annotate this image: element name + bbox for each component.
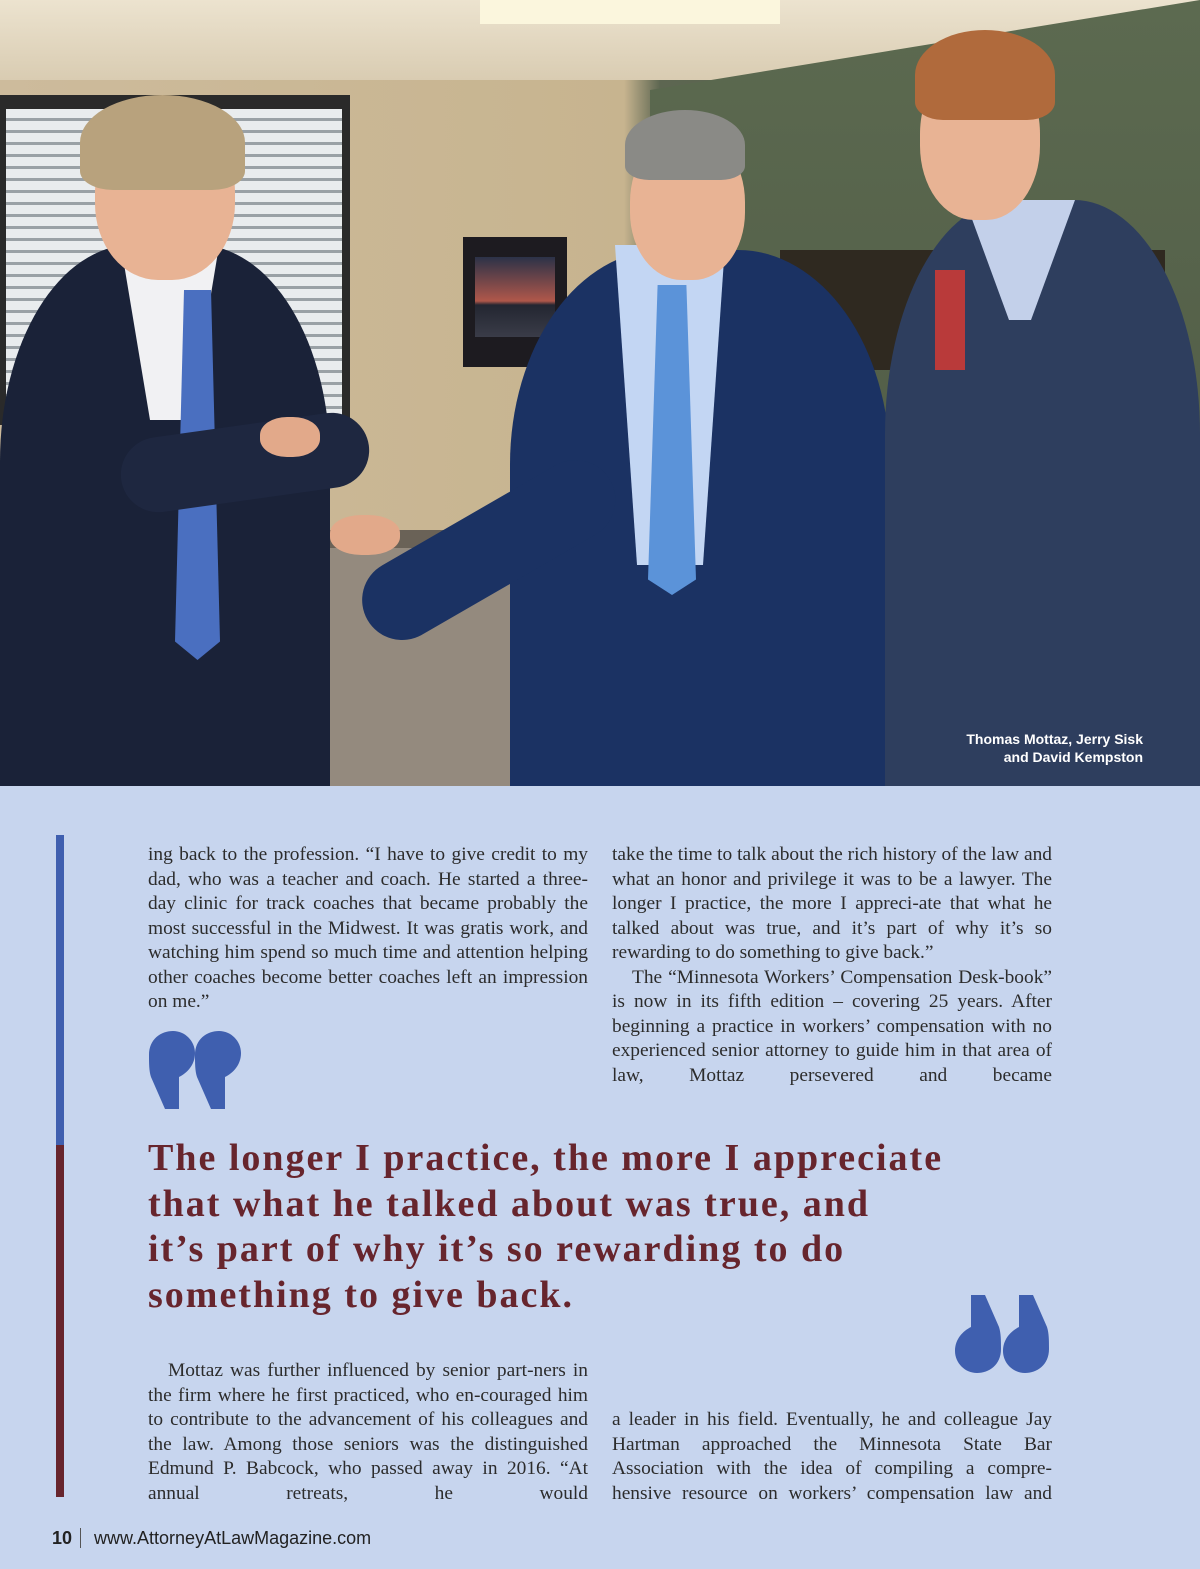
footer-website-link[interactable]: www.AttorneyAtLawMagazine.com xyxy=(94,1528,372,1548)
pull-quote-line: something to give back. xyxy=(148,1273,574,1316)
pull-quote-line: The longer I practice, the more I appreciate xyxy=(148,1137,944,1179)
article-paragraph: ing back to the profession. “I have to give credit to my dad, who was a teacher and coach. He started a three-day clinic for track coaches that became probably the most successful in the Midwest. It was gratis work, and watching him spend so much time and attention helping other coaches become better coaches left an impression on me.” xyxy=(148,844,588,1012)
article-column-left-top xyxy=(148,843,588,1015)
accent-bar-maroon xyxy=(56,1145,64,1497)
accent-bar-blue xyxy=(56,835,64,1145)
article-paragraph: The “Minnesota Workers’ Compensation Desk-book” is now in its fifth edition – covering 25 years. After beginning a practice in workers’ compensation with no experienced senior attorney to guide him in that area of law, Mottaz persevered and became xyxy=(612,966,1052,1086)
page-footer xyxy=(52,1526,371,1550)
article-column-right-bottom xyxy=(612,1408,1052,1506)
footer-divider xyxy=(80,1528,81,1548)
open-quote-icon xyxy=(147,1031,243,1109)
photo-caption-line2: and David Kempston xyxy=(1003,749,1143,765)
photo-ceiling-light xyxy=(480,0,780,24)
photo-caption-line1: Thomas Mottaz, Jerry Sisk xyxy=(966,731,1143,747)
photo-person-left xyxy=(0,95,380,786)
article-paragraph: a leader in his field. Eventually, he and colleague Jay Hartman approached the Minnesota State Bar Association with the idea of compiling a compre-hensive resource on workers’ compensation law and xyxy=(612,1409,1052,1504)
pull-quote-line: that what he talked about was true, and xyxy=(148,1182,870,1225)
article-column-left-bottom xyxy=(148,1359,588,1506)
photo-caption xyxy=(883,730,1143,766)
page-number: 10 xyxy=(52,1528,73,1548)
pull-quote xyxy=(148,1136,1048,1318)
article-column-right-top xyxy=(612,843,1052,1088)
article-paragraph: take the time to talk about the rich history of the law and what an honor and privilege it was to be a lawyer. The longer I practice, the more I appreci-ate that what he talked about was true, and it’s part of why it’s so rewarding to do something to give back.” xyxy=(612,844,1052,963)
article-paragraph: Mottaz was further influenced by senior part-ners in the firm where he first practiced, who en-couraged him to contribute to the advancement of his colleagues and the law. Among those seniors was the distinguished Edmund P. Babcock, who passed away in 2016. “At annual retreats, he would xyxy=(148,1360,588,1504)
photo-person-right xyxy=(880,30,1200,786)
pull-quote-line: it’s part of why it’s so rewarding to do xyxy=(148,1228,846,1270)
photo-person-middle xyxy=(330,110,890,786)
